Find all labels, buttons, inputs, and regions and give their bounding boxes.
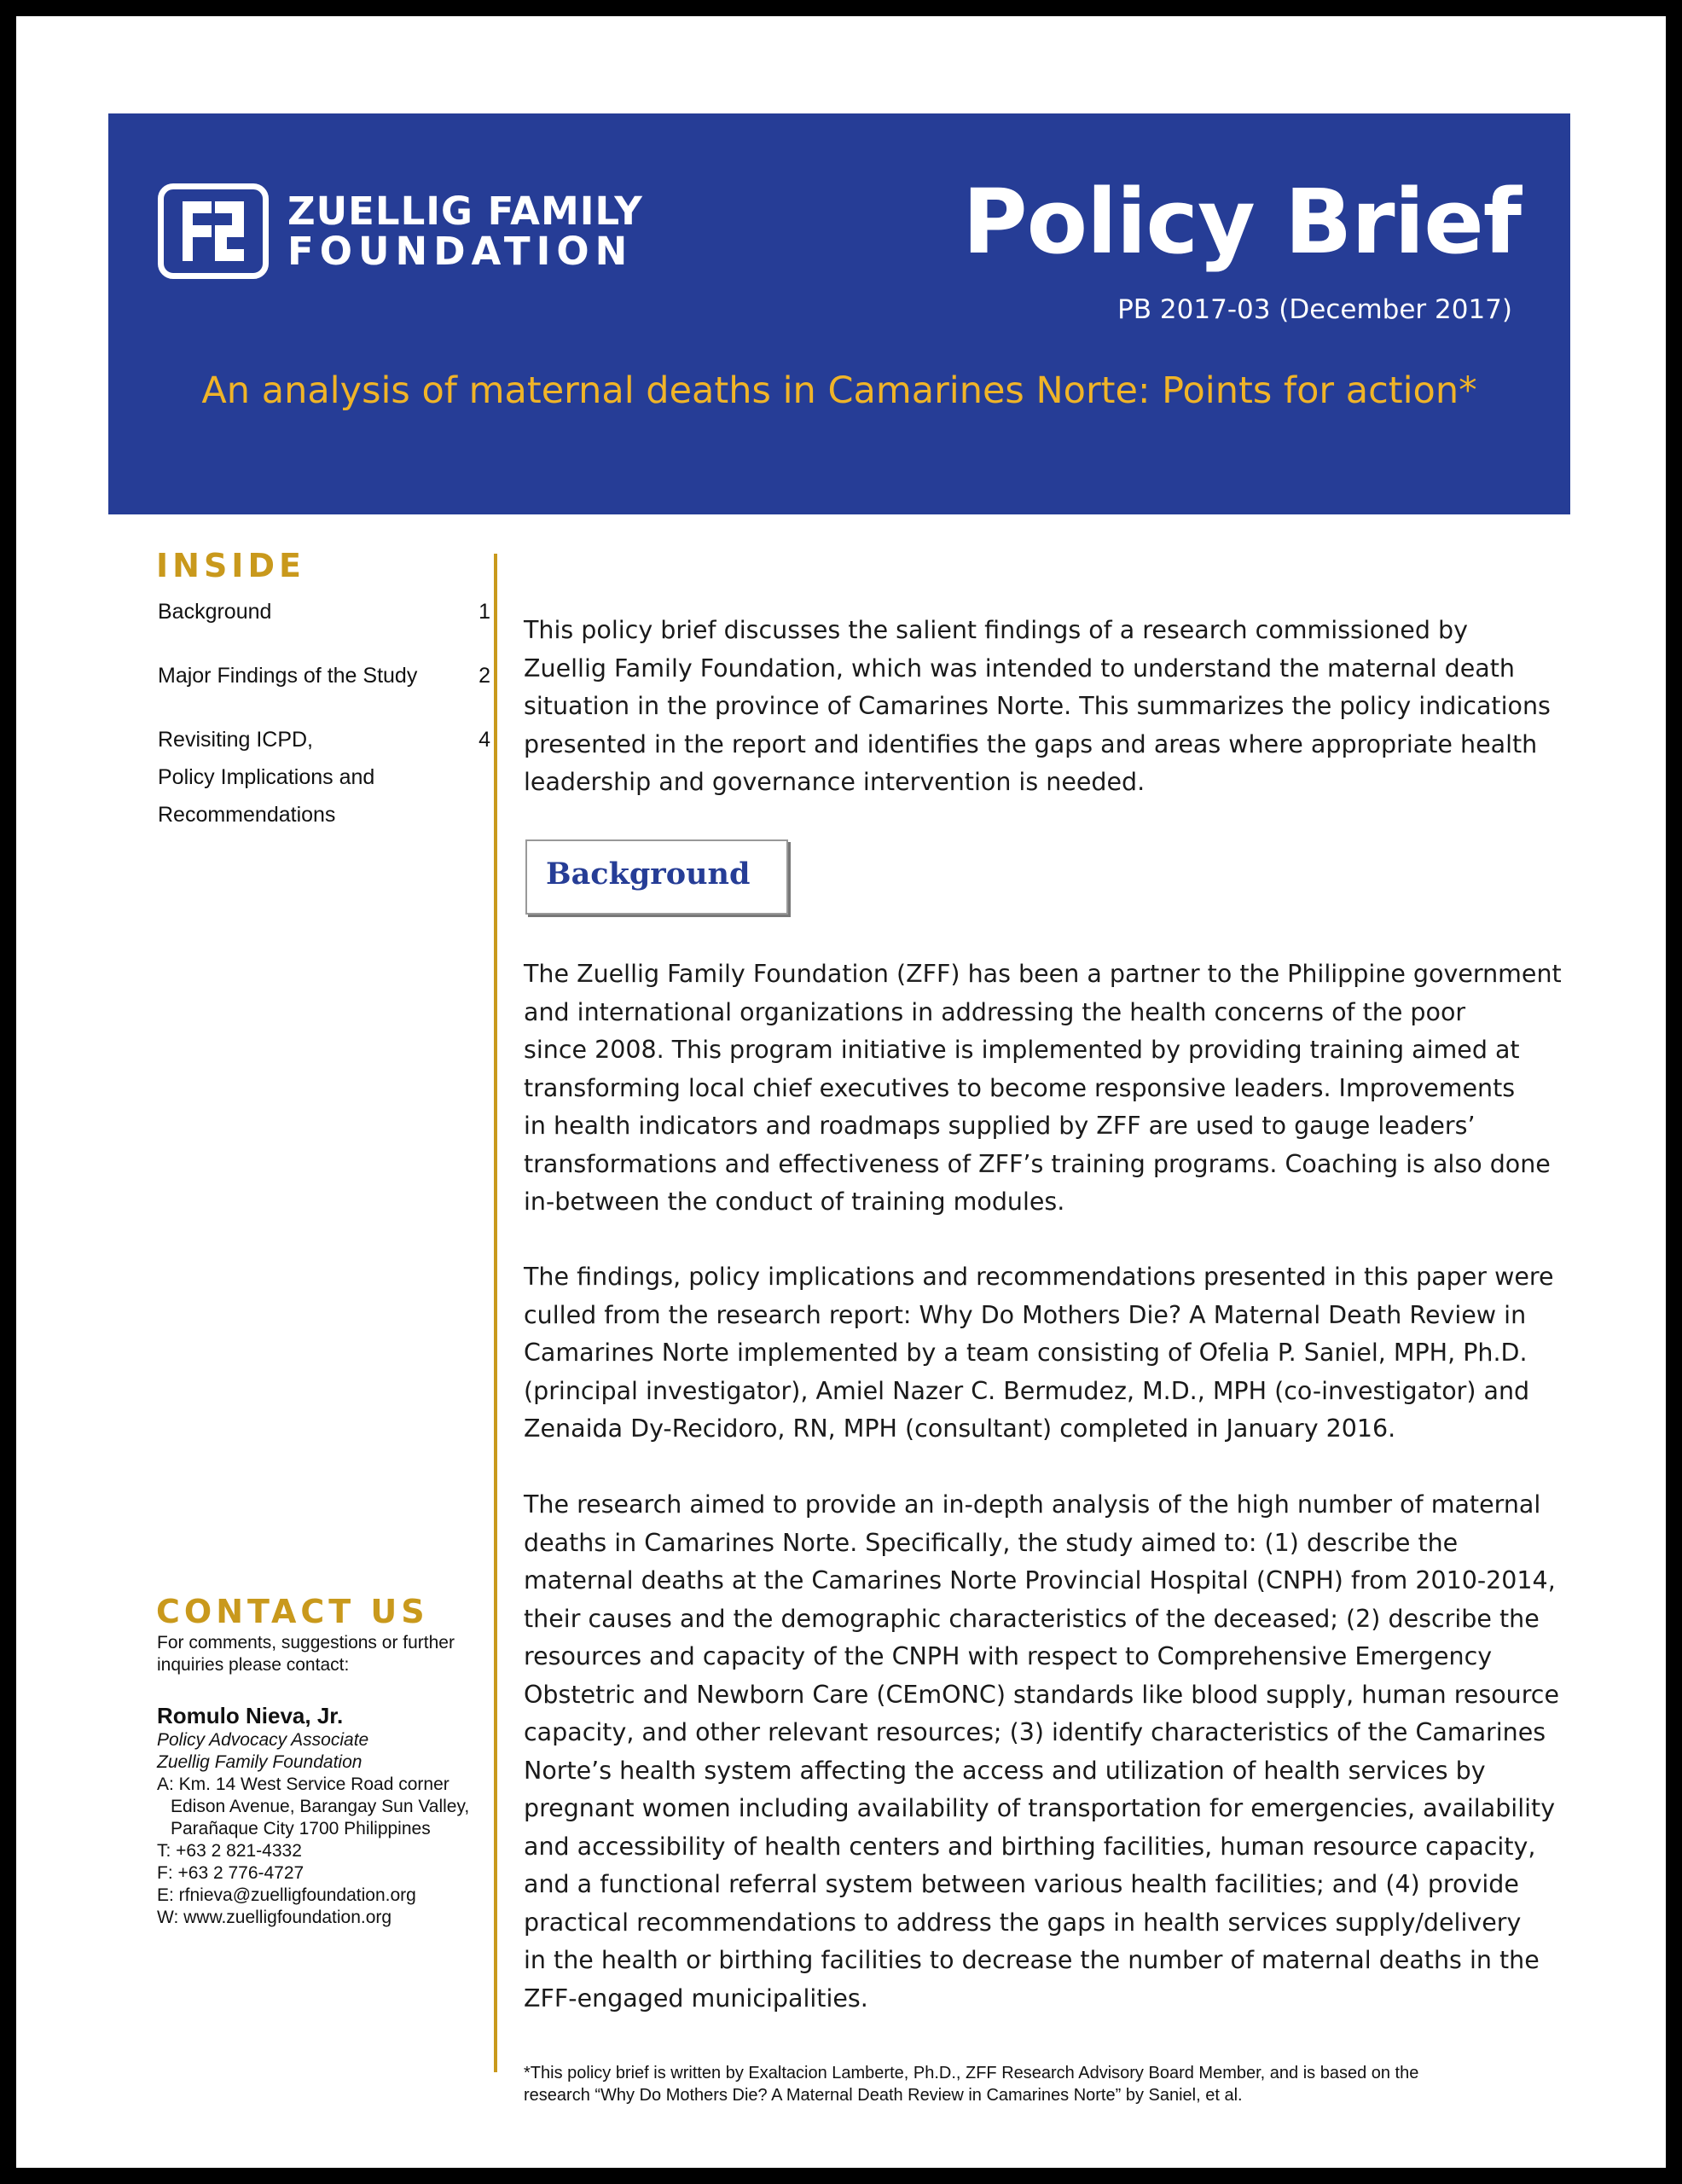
- contact-address-line: Edison Avenue, Barangay Sun Valley,: [171, 1797, 470, 1816]
- text-line: resources and capacity of the CNPH with respect to Comprehensive Emergency: [524, 1642, 1493, 1670]
- section-heading-box: [525, 839, 788, 915]
- text-line: (principal investigator), Amiel Nazer C. Bermudez, M.D., MPH (co-investigator) and: [524, 1376, 1530, 1405]
- text-line: practical recommendations to address the gaps in health services supply/delivery: [524, 1908, 1522, 1937]
- text-line: The findings, policy implications and recommendations presented in this paper were: [524, 1263, 1554, 1291]
- toc-item-background[interactable]: [158, 593, 490, 630]
- contact-name: Romulo Nieva, Jr.: [157, 1703, 344, 1728]
- text-line: in health indicators and roadmaps supplied by ZFF are used to gauge leaders’: [524, 1112, 1476, 1140]
- text-line: leadership and governance intervention is needed.: [524, 768, 1146, 796]
- text-line: Zuellig Family Foundation, which was intended to understand the maternal death: [524, 653, 1515, 682]
- text-line: The Zuellig Family Foundation (ZFF) has been a partner to the Philippine government: [524, 960, 1562, 988]
- text-line: and a functional referral system between various health facilities; and (4) provide: [524, 1870, 1519, 1898]
- text-line: culled from the research report: Why Do Mothers Die? A Maternal Death Review in: [524, 1300, 1527, 1329]
- text-line: capacity, and other relevant resources; (3) identify characteristics of the Camarines: [524, 1718, 1546, 1746]
- contact-telephone: T: +63 2 821-4332: [157, 1841, 302, 1861]
- toc-item-page: 1: [478, 600, 490, 624]
- document-number: PB 2017-03 (December 2017): [1117, 294, 1512, 325]
- toc-item-label: Background: [158, 600, 272, 624]
- text-line: Obstetric and Newborn Care (CEmONC) standards like blood supply, human resource: [524, 1680, 1560, 1709]
- document-subtitle: An analysis of maternal deaths in Camarines Norte: Points for action*: [201, 369, 1477, 412]
- toc-item-page: 4: [478, 728, 490, 752]
- text-line: Camarines Norte implemented by a team consisting of Ofelia P. Saniel, MPH, Ph.D.: [524, 1339, 1528, 1367]
- inside-heading: INSIDE: [156, 547, 305, 584]
- text-line: transformations and effectiveness of ZFF’s training programs. Coaching is also done: [524, 1149, 1551, 1178]
- footnote-line: research “Why Do Mothers Die? A Maternal Death Review in Camarines Norte” by Saniel, et al.: [524, 2086, 1243, 2105]
- background-paragraph-1: [524, 956, 1581, 1222]
- contact-position: Policy Advocacy Associate: [157, 1730, 369, 1750]
- text-line: their causes and the demographic characteristics of the deceased; (2) describe the: [524, 1604, 1540, 1633]
- toc-item-label: Major Findings of the Study: [158, 664, 418, 688]
- toc-item-policy-implications[interactable]: [158, 758, 490, 796]
- background-paragraph-3: [524, 1486, 1581, 2018]
- toc-item-major-findings[interactable]: [158, 657, 490, 694]
- foundation-logo: [158, 183, 643, 279]
- text-line: and international organizations in addressing the health concerns of the poor: [524, 997, 1466, 1026]
- logo-line-1: ZUELLIG FAMILY: [287, 188, 643, 234]
- toc-item-label: Recommendations: [158, 803, 336, 827]
- document-title: Policy Brief: [962, 170, 1521, 274]
- text-line: since 2008. This program initiative is implemented by providing training aimed at: [524, 1036, 1520, 1064]
- toc-item-label: Policy Implications and: [158, 765, 375, 789]
- footnote-line: *This policy brief is written by Exaltacion Lamberte, Ph.D., ZFF Research Advisory Board Member, and is based on the: [524, 2064, 1419, 2082]
- contact-details: [157, 1729, 515, 1929]
- text-line: and accessibility of health centers and birthing facilities, human resource capacity,: [524, 1832, 1536, 1861]
- toc-item-revisiting-icpd[interactable]: [158, 721, 490, 758]
- contact-intro: For comments, suggestions or further inquiries please contact:: [157, 1633, 455, 1675]
- text-line: This policy brief discusses the salient findings of a research commissioned by: [524, 616, 1468, 644]
- logo-line-2: FOUNDATION: [287, 229, 634, 274]
- toc-item-page: 2: [478, 664, 490, 688]
- text-line: deaths in Camarines Norte. Specifically, the study aimed to: (1) describe the: [524, 1528, 1459, 1557]
- toc-item-recommendations[interactable]: [158, 796, 490, 834]
- text-line: maternal deaths at the Camarines Norte Provincial Hospital (CNPH) from 2010-2014,: [524, 1566, 1556, 1594]
- background-paragraph-2: [524, 1258, 1581, 1449]
- contact-heading: CONTACT US: [156, 1593, 429, 1630]
- toc-item-label: Revisiting ICPD,: [158, 728, 313, 752]
- zff-logo-icon: [158, 183, 269, 279]
- text-line: ZFF-engaged municipalities.: [524, 1984, 868, 2013]
- contact-address-line: Parañaque City 1700 Philippines: [171, 1819, 431, 1838]
- contact-website[interactable]: W: www.zuelligfoundation.org: [157, 1908, 392, 1927]
- text-line: presented in the report and identifies the gaps and areas where appropriate health: [524, 729, 1538, 758]
- text-line: in the health or birthing facilities to decrease the number of maternal deaths in the: [524, 1946, 1540, 1974]
- contact-address-line: A: Km. 14 West Service Road corner: [157, 1774, 450, 1794]
- page: [16, 16, 1666, 2168]
- text-line: Norte’s health system affecting the access and utilization of health services by: [524, 1756, 1486, 1785]
- intro-paragraph: [524, 612, 1581, 802]
- section-heading: Background: [546, 857, 751, 892]
- text-line: transforming local chief executives to become responsive leaders. Improvements: [524, 1073, 1516, 1102]
- text-line: The research aimed to provide an in-depth analysis of the high number of maternal: [524, 1490, 1541, 1519]
- footnote: [524, 2062, 1581, 2106]
- text-line: situation in the province of Camarines Norte. This summarizes the policy indications: [524, 692, 1551, 720]
- text-line: in-between the conduct of training modules.: [524, 1188, 1065, 1216]
- contact-email[interactable]: E: rfnieva@zuelligfoundation.org: [157, 1885, 416, 1905]
- contact-organization: Zuellig Family Foundation: [157, 1752, 362, 1772]
- contact-fax: F: +63 2 776-4727: [157, 1863, 304, 1883]
- header-banner: [108, 113, 1570, 514]
- text-line: Zenaida Dy-Recidoro, RN, MPH (consultant) completed in January 2016.: [524, 1414, 1396, 1443]
- text-line: pregnant women including availability of transportation for emergencies, availability: [524, 1794, 1556, 1822]
